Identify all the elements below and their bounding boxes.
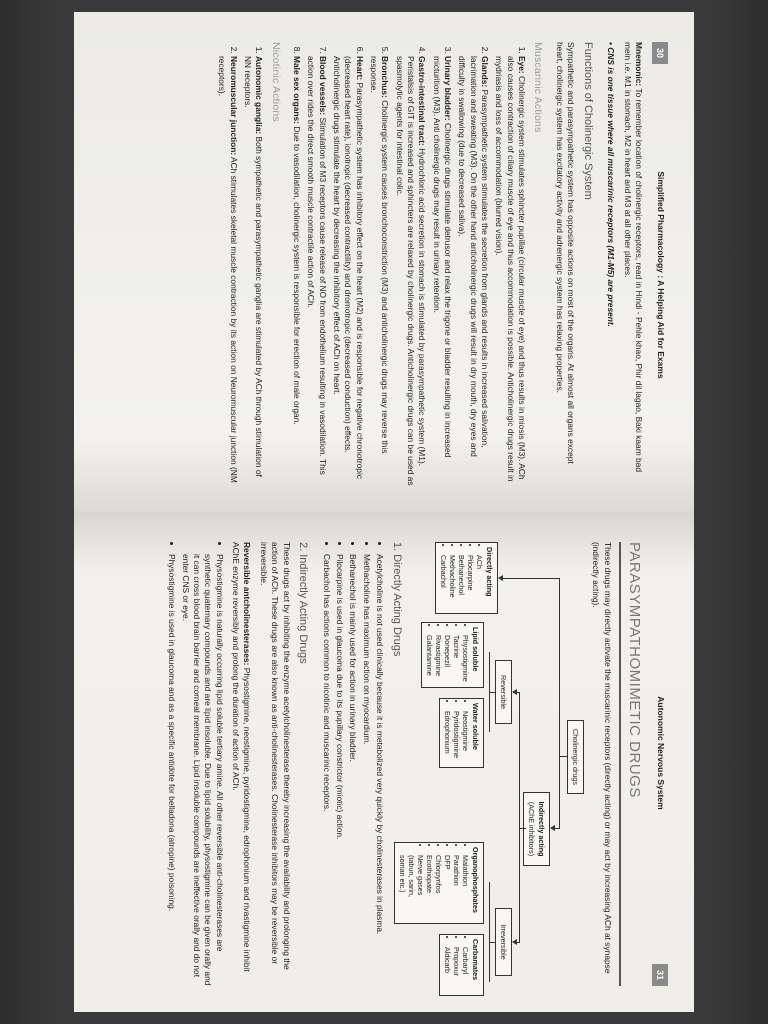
connector [489, 652, 490, 732]
mnemonic-paragraph [621, 42, 644, 486]
organophosphates-node [394, 842, 484, 924]
item-text: Hydrochloric acid secretion in stomach is stimulated by parasympathetic system (M1). Peristalsis of GIT is increased and sphincters are relaxed by cholinergic drugs. Anticholinergic drugs can be used as spasmolytic agents for intestinal colic. [394, 56, 428, 486]
list-item: • Methacholine has maximum action on myocardium. [360, 554, 371, 986]
cns-note: • CNS is one tissue where all muscarinic receptors (M1-M5) are present. [606, 42, 617, 327]
intro-paragraph: These drugs may directly activate the muscarinic receptors (directly acting) or may act by increasing ACh at synapse (indirectly acting). [591, 542, 613, 974]
list-item: • Pyridostigmine [452, 711, 461, 763]
node-title: Lipid soluble [470, 627, 480, 672]
functions-heading: Functions of Cholinergic System [581, 42, 594, 200]
list-item [291, 56, 302, 486]
nicotinic-heading: Nicotinic Actions [269, 42, 282, 122]
connector [559, 578, 560, 828]
list-item: • Physostigmine is used in glaucoma and as a specific antidote for belladona (atropine) poisoning. [166, 554, 177, 986]
open-book [74, 12, 694, 1012]
classification-chart [397, 542, 584, 986]
carbamates-node [439, 934, 484, 996]
connector-arrow [554, 828, 560, 829]
list-item [456, 56, 490, 486]
direct-acting-node [435, 542, 498, 614]
direct-acting-heading: 1. Directly Acting Drugs [390, 542, 403, 657]
item-label: Glands: [480, 56, 491, 88]
list-item: • Bethanechol [457, 555, 466, 609]
list-item: • Acetylcholine is not used clinically because it is metabolized very quickly by cholinesterases in plasma. [374, 554, 385, 986]
connector [490, 942, 496, 943]
list-item: • Tacrine [452, 635, 461, 683]
item-label: Male sex organs: [291, 56, 302, 124]
node-title: Carbamates [470, 939, 480, 981]
item-label: Gastro-intestinal tract: [417, 56, 428, 146]
list-item: • DFP [443, 855, 452, 919]
list-item: • Pilocarpine [466, 555, 475, 609]
mnemonic-label: Mnemonic: [633, 42, 644, 87]
node-subtitle: (AChE inhibitors) [526, 801, 536, 857]
list-item: • Parathion [452, 855, 461, 919]
list-item [493, 56, 527, 486]
connector [560, 756, 568, 757]
item-text: Stimulation of M3 receptors cause release of NO from endothelium resulting in vasodilation. This action over rides the direct smooth muscle contractile action of ACh. [306, 56, 328, 475]
right-running-title: Autonomic Nervous System [655, 696, 666, 810]
list-item [368, 56, 391, 486]
list-item: • Bethanechol is mainly used for action in urinary bladder. [347, 554, 358, 986]
connector-arrow [502, 578, 560, 579]
item-text: ACh stimulates skeletal muscle contraction by its action on Neuromuscular junction (NM receptors). [217, 56, 239, 483]
right-page [74, 512, 694, 1012]
item-label: Bronchus: [380, 56, 391, 98]
connector [490, 692, 496, 693]
item-label: Heart: [354, 56, 365, 81]
left-running-head [652, 42, 668, 486]
connector [520, 828, 526, 829]
item-label: Blood vessels: [317, 56, 328, 116]
page-number-left: 30 [652, 42, 668, 64]
list-item: • Malathion [461, 855, 470, 919]
list-item: • Rivastigmine [434, 635, 443, 683]
item-text: Both sympathetic and parasympathetic ganglia are stimulated by ACh through stimulation of NN receptors. [243, 56, 265, 477]
right-running-head [652, 542, 668, 986]
indirect-intro: These drugs act by inhibiting the enzyme acetylcholinesterase thereby increasing the availability and prolonging the action of ACh. These drugs are also known as anti-cholinesterases. Cholinesterase inhibitors may be reversible or irreversible. [258, 542, 292, 970]
connector-arrow [516, 692, 520, 693]
list-item: • ACh [475, 555, 484, 609]
list-item: • Aldicarb [443, 947, 452, 991]
node-list [443, 939, 470, 991]
item-text: Cholinergic drugs stimulate detrusor and relax the trigone or bladder resulting in increased micturition (M3). Anti cholinergic drugs may result in urinary retention. [431, 56, 454, 458]
connector-arrow [516, 942, 520, 943]
indirect-acting-heading: 2. Indirectly Acting Drugs [297, 542, 310, 664]
left-running-title: Simplified Pharmacology : A Helping Aid for Exams [655, 171, 666, 379]
left-page [74, 12, 694, 512]
reversible-text: Physostigmine, neostigmine, pyridostigmine, edrophonium and rivastigmine inhibit AChE enzyme reversibly and prolong the duration of action of ACh. [231, 542, 253, 972]
list-item: • Neostigmine [461, 711, 470, 763]
list-item: • Chlorpyrifos [434, 855, 443, 919]
node-list [443, 703, 470, 763]
node-title: Indirectly acting [536, 801, 546, 857]
list-item: • Carbachol [439, 555, 448, 609]
item-label: Neuromuscular junction: [228, 56, 239, 156]
list-item [430, 56, 453, 486]
lipid-soluble-node [421, 622, 484, 688]
irreversible-node: Irreversible [495, 908, 512, 976]
list-item: • Pilocarpine is used in glaucoma due to its pupillary constrictor (miotic) action. [334, 554, 345, 986]
list-item: • Galantamine [425, 635, 434, 683]
mnemonic-text: To remember location of cholinergic receptors, read in Hindi - Pehle khao, Phir dil lagao, Baki kaam bad mein i.e. M1 in stomach, M2 in heart and M3 at all other places. [622, 42, 644, 472]
list-item: • Propoxur [452, 947, 461, 991]
node-list [425, 627, 470, 683]
item-label: Urinary bladder: [443, 56, 454, 121]
page-number-right: 31 [652, 964, 668, 986]
list-item [216, 56, 239, 486]
node-list [398, 847, 470, 919]
list-item: • Carbaryl [461, 947, 470, 991]
list-item: • Methacholine [448, 555, 457, 609]
indirect-acting-node [523, 792, 550, 866]
water-soluble-node [439, 698, 484, 768]
list-item [331, 56, 365, 486]
connector [519, 692, 520, 942]
list-item: • Edrophonium [443, 711, 452, 763]
item-text: Due to vasodilation, cholinergic system is responsible for erection of male organ. [291, 126, 302, 425]
item-text: Cholinergic system causes bronchoconstriction (M3) and anticholinergic drugs may reverse this response. [369, 56, 391, 454]
list-item: • Physostigmine [461, 635, 470, 683]
nicotinic-list [216, 42, 264, 486]
muscarinic-heading: Muscarinic Actions [532, 42, 545, 133]
muscarinic-list [291, 42, 528, 486]
node-title: Organophosphates [470, 847, 480, 913]
chart-root-node: Cholinergic drugs [567, 720, 584, 794]
functions-intro: Sympathetic and parasympathetic system has opposite actions on most of the organs. At almost all organs except heart, cholinergic system has excitatory activity and adrenergic system has relaxing properties. [554, 42, 576, 464]
list-item [305, 56, 328, 486]
reversible-list [166, 542, 225, 986]
node-list [439, 547, 484, 609]
item-label: Eye: [517, 56, 528, 74]
item-text: Cholinergic system stimulates sphincter pupillae (circular muscle of eye) and thus results in miosis (M3). ACh also causes contraction of ciliary muscle of eye and thus accommodation is possible. Anticholinergic drugs result in mydriasis and loss of accommodation (blurred vision). [494, 56, 528, 482]
list-item: • Nerve gases (tabun, sarin, soman etc.) [398, 855, 425, 919]
reversible-node: Reversible [495, 660, 512, 724]
node-title: Directly acting [484, 547, 494, 597]
main-heading: PARASYMPATHOMIMETIC DRUGS [619, 542, 644, 986]
connector [489, 882, 490, 982]
list-item: • Ecothiopate [425, 855, 434, 919]
reversible-paragraph [230, 542, 253, 986]
list-item: • Physostigmine is naturally occurring lipid soluble tertiary amine. All other reversible anti-cholinesterases are synthetic quaternary compounds and are lipid insoluble. Due to lipid solubility, physostigmine can be given orally and it can cross blood brain barrier and corneal membrane. Lipid insoluble compounds are ineffective orally and do not enter CNS or eye. [179, 554, 224, 986]
item-text: Parasympathetic system has inhibitory effect on the heart (M2) and is responsible for negative chronotropic (decreased heart rate), ionotropic (decreased contractility) and dromotropic (decreased conduction) effects. Anticholinergic drugs stimulate the heart by decreasing the inhibitory effect of ACh on heart. [331, 56, 365, 479]
list-item [242, 56, 265, 486]
item-label: Autonomic ganglia: [254, 56, 265, 135]
node-title: Water soluble [470, 703, 480, 750]
direct-acting-list [320, 542, 385, 986]
list-item [393, 56, 427, 486]
list-item: • Donepezil [443, 635, 452, 683]
list-item: • Carbachol has actions common to nicotinic and muscarinic receptors. [320, 554, 331, 986]
reversible-label: Reversible antcholinesterases: [242, 542, 253, 666]
item-text: Parasympathetic system stimulates the secretion from glands and results in increased salivation, lacrimation and sweating (M3). On the other hand anticholinergic drugs will result in dry mouth, dry eyes and difficulty in swallowing (due to decreased saliva). [457, 56, 491, 457]
